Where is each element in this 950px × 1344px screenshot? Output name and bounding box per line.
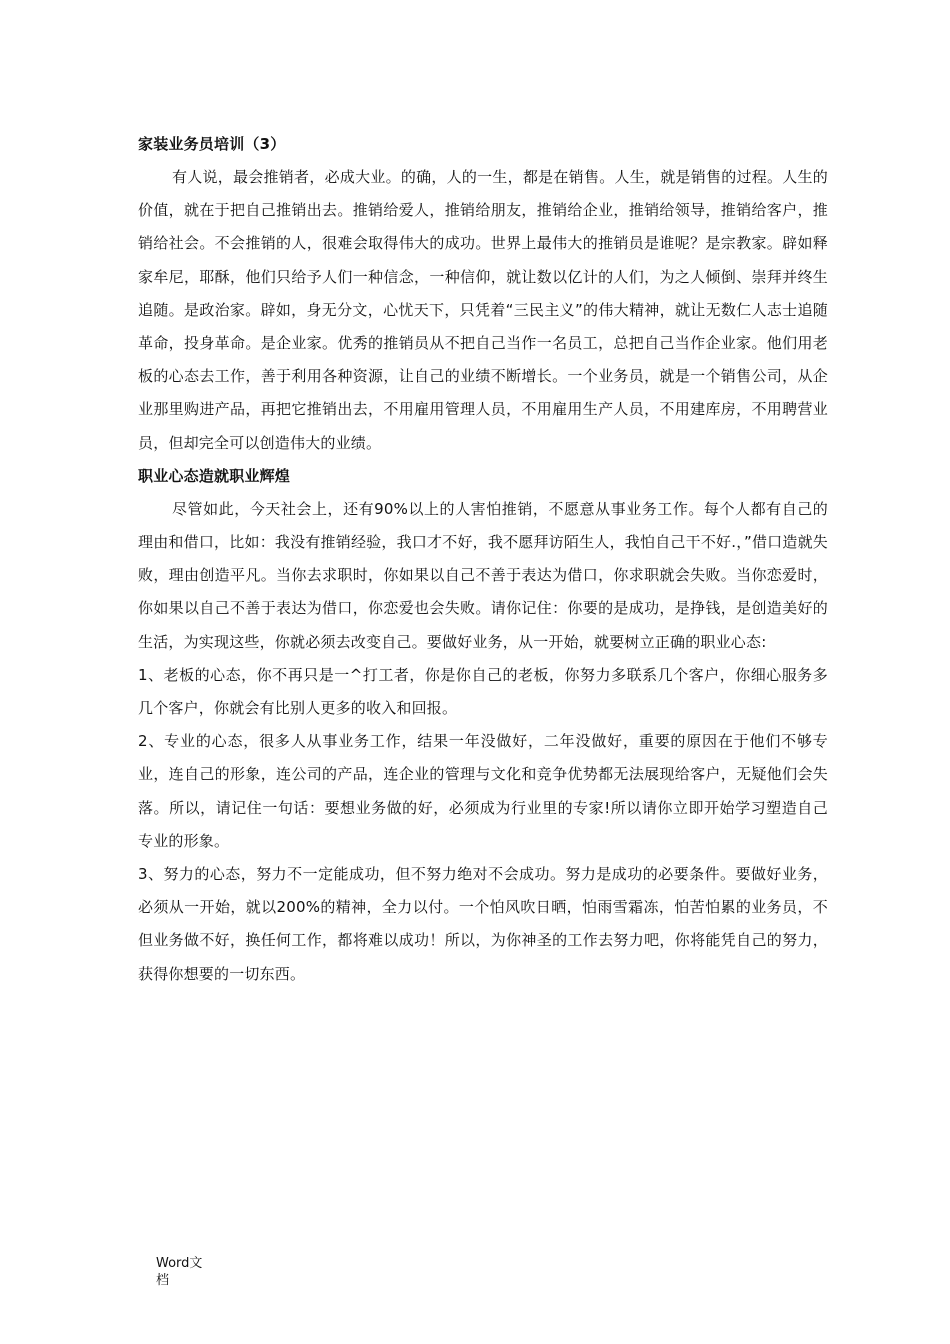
document-body — [138, 128, 828, 991]
section-paragraph: 尽管如此，今天社会上，还有90%以上的人害怕推销，不愿意从事业务工作。每个人都有自己的理由和借口，比如：我没有推销经验，我口才不好，我不愿拜访陌生人，我怕自己干不好.，”借口造就失败，理由创造平凡。当你去求职时，你如果以自己不善于表达为借口，你求职就会失败。当你恋爱时，你如果以自己不善于表达为借口，你恋爱也会失败。请你记住：你要的是成功，是挣钱，是创造美好的生活，为实现这些，你就必须去改变自己。要做好业务，从一开始，就要树立正确的职业心态: — [138, 499, 828, 651]
section-heading: 职业心态造就职业辉煌 — [138, 466, 291, 485]
document-title: 家装业务员培训（3） — [138, 135, 286, 153]
list-item-effort-mindset: 3、努力的心态，努力不一定能成功，但不努力绝对不会成功。努力是成功的必要条件。要做好业务，必须从一开始，就以200%的精神，全力以付。一个怕风吹日晒，怕雨雪霜冻，怕苦怕累的业务员，不但业务做不好，换任何工作，都将难以成功！所以，为你神圣的工作去努力吧，你将能凭自己的努力，获得你想要的一切东西。 — [138, 865, 828, 983]
list-item-boss-mindset: 1、老板的心态，你不再只是一^打工者，你是你自己的老板，你努力多联系几个客户，你细心服务多几个客户，你就会有比别人更多的收入和回报。 — [138, 665, 828, 718]
list-item-professional-mindset: 2、专业的心态，很多人从事业务工作，结果一年没做好，二年没做好，重要的原因在于他们不够专业，连自己的形象，连公司的产品，连企业的管理与文化和竞争优势都无法展现给客户，无疑他们会失落。所以，请记住一句话：要想业务做的好，必须成为行业里的专家!所以请你立即开始学习塑造自己专业的形象。 — [138, 732, 828, 850]
footer-label: Word文档 — [156, 1256, 203, 1288]
intro-paragraph: 有人说，最会推销者，必成大业。的确，人的一生，都是在销售。人生，就是销售的过程。人生的价值，就在于把自己推销出去。推销给爱人，推销给朋友，推销给企业，推销给领导，推销给客户，推销给社会。不会推销的人，很难会取得伟大的成功。世界上最伟大的推销员是谁呢？是宗教家。辟如释家牟尼，耶酥，他们只给予人们一种信念，一种信仰，就让数以亿计的人们，为之人倾倒、崇拜并终生追随。是政治家。辟如，身无分文，心忧天下，只凭着“三民主义”的伟大精神，就让无数仁人志士追随革命，投身革命。是企业家。优秀的推销员从不把自己当作一名员工，总把自己当作企业家。他们用老板的心态去工作，善于利用各种资源，让自己的业绩不断增长。一个业务员，就是一个销售公司，从企业那里购进产品，再把它推销出去，不用雇用管理人员，不用雇用生产人员，不用建库房，不用聘营业员，但却完全可以创造伟大的业绩。 — [138, 168, 828, 452]
